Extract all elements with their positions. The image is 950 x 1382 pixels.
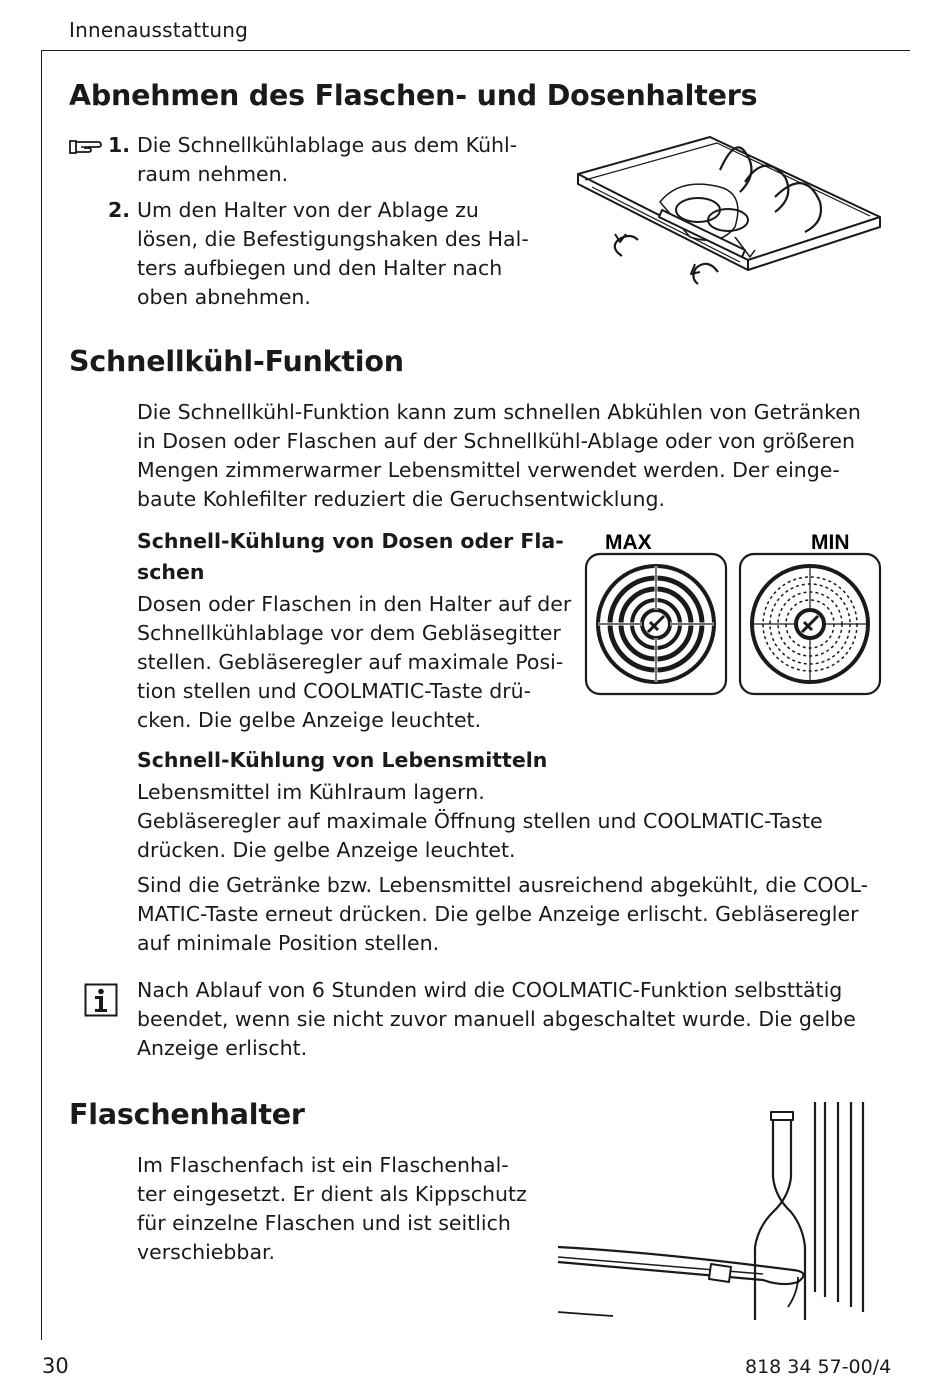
step-2-line: lösen, die Befestigungshaken des Hal- <box>137 227 529 251</box>
header-rule <box>42 50 910 51</box>
body-line: Im Flaschenfach ist ein Flaschenhal- <box>137 1153 509 1177</box>
body-line: drücken. Die gelbe Anzeige leuchtet. <box>137 838 516 862</box>
bottle-holder-text <box>137 1151 537 1267</box>
subheading-food: Schnell-Kühlung von Lebensmitteln <box>137 748 548 772</box>
body-line: MATIC-Taste erneut drücken. Die gelbe Anzeige erlischt. Gebläseregler <box>137 902 859 926</box>
bottle-holder-illustration <box>553 1102 893 1320</box>
step-2-line: oben abnehmen. <box>137 285 311 309</box>
step-1-line: raum nehmen. <box>137 162 289 186</box>
body-line: tion stellen und COOLMATIC-Taste drü- <box>137 679 532 703</box>
body-line: Gebläseregler auf maximale Öffnung stellen und COOLMATIC-Taste <box>137 809 823 833</box>
body-line: Dosen oder Flaschen in den Halter auf der <box>137 592 572 616</box>
intro-line: baute Kohlefilter reduziert die Geruchsentwicklung. <box>137 487 666 511</box>
body-line: Lebensmittel im Kühlraum lagern. <box>137 780 485 804</box>
section-title-remove-holder: Abnehmen des Flaschen- und Dosenhalters <box>69 79 758 112</box>
food-text <box>137 778 897 865</box>
body-line: für einzelne Flaschen und ist seitlich <box>137 1211 511 1235</box>
step-2-line: Um den Halter von der Ablage zu <box>137 198 479 222</box>
body-line: stellen. Gebläseregler auf maximale Posi- <box>137 650 564 674</box>
step-number-1: 1. <box>107 133 130 157</box>
subheading-line: schen <box>137 560 205 584</box>
shelf-holder-illustration <box>570 132 890 297</box>
body-line: Anzeige erlischt. <box>137 1036 308 1060</box>
body-line: ter eingesetzt. Er dient als Kippschutz <box>137 1182 527 1206</box>
body-line: verschiebbar. <box>137 1240 276 1264</box>
pointing-hand-icon <box>68 134 102 156</box>
fan-dial-illustration <box>583 526 883 698</box>
body-line: Sind die Getränke bzw. Lebensmittel ausreichend abgekühlt, die COOL- <box>137 873 869 897</box>
margin-rule <box>41 50 42 1340</box>
body-line: auf minimale Position stellen. <box>137 931 440 955</box>
step-text-1 <box>137 131 537 189</box>
step-text-2 <box>137 196 537 312</box>
section-title-quick-cool: Schnellkühl-Funktion <box>69 345 404 378</box>
subheading-line: Schnell-Kühlung von Dosen oder Fla- <box>137 529 564 553</box>
body-line: Schnellkühlablage vor dem Gebläsegitter <box>137 621 561 645</box>
step-number-2: 2. <box>107 198 130 222</box>
switch-off-text <box>137 871 897 958</box>
info-note-text <box>137 976 897 1063</box>
body-line: beendet, wenn sie nicht zuvor manuell abgeschaltet wurde. Die gelbe <box>137 1007 856 1031</box>
info-icon <box>84 983 118 1017</box>
step-1-line: Die Schnellkühlablage aus dem Kühl- <box>137 133 518 157</box>
step-2-line: ters aufbiegen und den Halter nach <box>137 256 503 280</box>
intro-line: Die Schnellkühl-Funktion kann zum schnellen Abkühlen von Getränken <box>137 400 861 424</box>
dial-label-min: MIN <box>811 531 850 554</box>
cans-bottles-text <box>137 590 577 735</box>
page-number: 30 <box>42 1354 69 1378</box>
body-line: cken. Die gelbe Anzeige leuchtet. <box>137 708 482 732</box>
dial-label-max: MAX <box>605 531 652 554</box>
quick-cool-intro <box>137 398 897 514</box>
section-title-bottle-holder: Flaschenhalter <box>69 1098 305 1131</box>
document-code: 818 34 57-00/4 <box>745 1356 892 1378</box>
subheading-cans-bottles <box>137 526 567 588</box>
intro-line: Mengen zimmerwarmer Lebensmittel verwendet werden. Der einge- <box>137 458 840 482</box>
running-header: Innenausstattung <box>69 18 249 42</box>
body-line: Nach Ablauf von 6 Stunden wird die COOLMATIC-Funktion selbsttätig <box>137 978 843 1002</box>
intro-line: in Dosen oder Flaschen auf der Schnellkühl-Ablage oder von größeren <box>137 429 855 453</box>
